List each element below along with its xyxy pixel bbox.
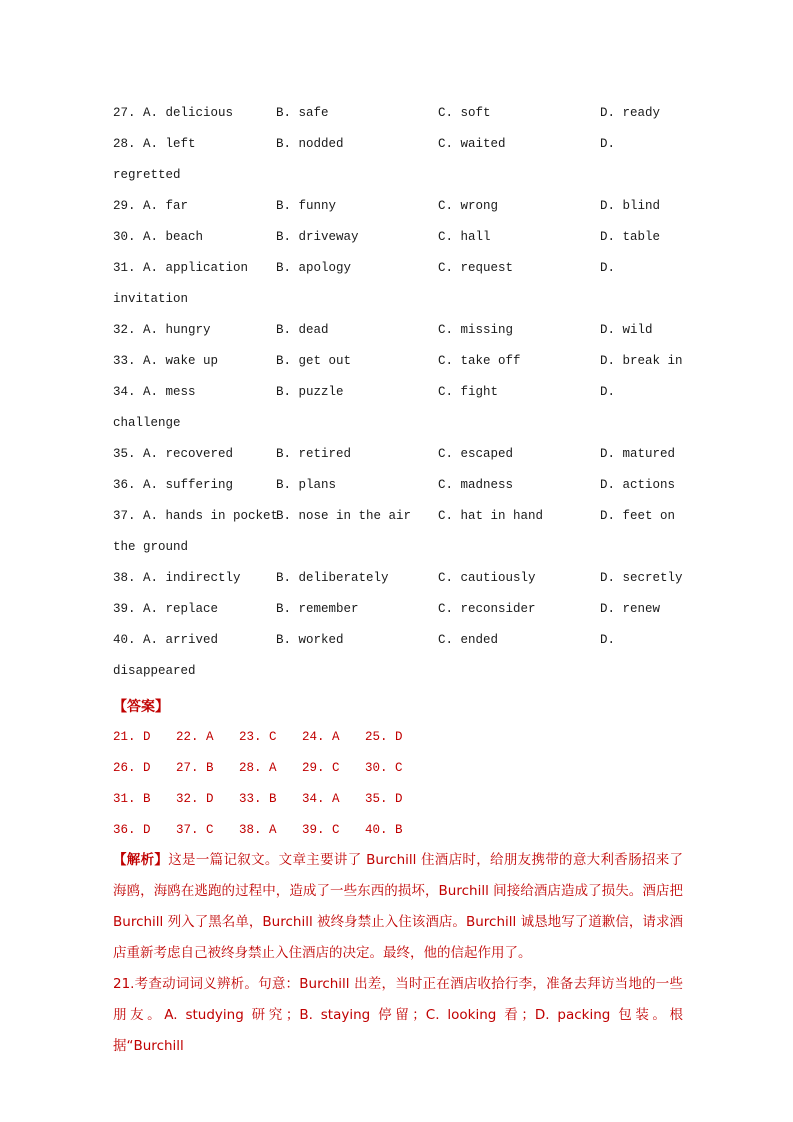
option-b: B. apology: [276, 261, 352, 275]
option-d: D. blind: [600, 199, 661, 213]
option-d: D. ready: [600, 106, 661, 120]
question-row-continuation: [0, 415, 793, 431]
answer-item: 28. A: [239, 761, 277, 775]
question-row: [0, 446, 793, 462]
option-c: C. ended: [438, 633, 499, 647]
answer-item: 25. D: [365, 730, 403, 744]
option-a: 28. A. left: [113, 137, 196, 151]
question-row-continuation: [0, 291, 793, 307]
answer-item: 21. D: [113, 730, 151, 744]
question-row: [0, 105, 793, 121]
option-b: B. puzzle: [276, 385, 344, 399]
answer-item: 34. A: [302, 792, 340, 806]
option-d: D. wild: [600, 323, 653, 337]
answer-item: 30. C: [365, 761, 403, 775]
option-c: C. soft: [438, 106, 491, 120]
question-row: [0, 198, 793, 214]
option-b: B. dead: [276, 323, 329, 337]
option-a: 33. A. wake up: [113, 354, 219, 368]
option-c: C. take off: [438, 354, 521, 368]
option-a: 39. A. replace: [113, 602, 219, 616]
option-a: 36. A. suffering: [113, 478, 234, 492]
answer-item: 35. D: [365, 792, 403, 806]
option-b: B. driveway: [276, 230, 359, 244]
question-row: [0, 260, 793, 276]
option-c: C. reconsider: [438, 602, 536, 616]
option-a: 40. A. arrived: [113, 633, 219, 647]
answer-row: [0, 791, 793, 807]
answer-row: [0, 822, 793, 838]
question-row: [0, 632, 793, 648]
question-row: [0, 477, 793, 493]
answer-heading: 【答案】: [113, 699, 169, 715]
question-row: [0, 601, 793, 617]
option-c: C. fight: [438, 385, 499, 399]
answer-item: 29. C: [302, 761, 340, 775]
answer-item: 27. B: [176, 761, 214, 775]
option-b: B. retired: [276, 447, 352, 461]
option-a: 37. A. hands in pocket: [113, 509, 279, 523]
option-c: C. wrong: [438, 199, 499, 213]
question-row: [0, 384, 793, 400]
option-d-continued: the ground: [113, 540, 189, 554]
question-row: [0, 229, 793, 245]
option-b: B. nose in the air: [276, 509, 412, 523]
answer-row: [0, 760, 793, 776]
analysis-text: 这是一篇记叙文。文章主要讲了 Burchill 住酒店时，给朋友携带的意大利香肠招来了海鸥，海鸥在逃跑的过程中，造成了一些东西的损坏，Burchill 间接给酒店造成了损失。酒店把 Burchill 列入了黑名单，Burchill 被终身禁止入住该酒店。Burchill 诚恳地写了道歉信，请求酒店重新考虑自己被终身禁止入住酒店的决定。最终，他的信起作用了。: [113, 852, 684, 961]
option-d: D. renew: [600, 602, 661, 616]
option-d: D. secretly: [600, 571, 683, 585]
option-d-continued: regretted: [113, 168, 181, 182]
option-d: D. feet on: [600, 509, 676, 523]
answer-item: 32. D: [176, 792, 214, 806]
option-b: B. worked: [276, 633, 344, 647]
analysis-paragraph: [113, 845, 683, 969]
answer-item: 33. B: [239, 792, 277, 806]
option-d-continued: challenge: [113, 416, 181, 430]
question-row: [0, 136, 793, 152]
option-a: 29. A. far: [113, 199, 189, 213]
answer-item: 38. A: [239, 823, 277, 837]
option-d: D. break in: [600, 354, 683, 368]
option-c: C. request: [438, 261, 514, 275]
option-b: B. nodded: [276, 137, 344, 151]
option-b: B. safe: [276, 106, 329, 120]
option-a: 31. A. application: [113, 261, 249, 275]
option-d-continued: invitation: [113, 292, 189, 306]
option-d: D.: [600, 385, 616, 399]
option-b: B. remember: [276, 602, 359, 616]
option-c: C. hat in hand: [438, 509, 544, 523]
option-d: D.: [600, 261, 616, 275]
question-row: [0, 570, 793, 586]
option-a: 38. A. indirectly: [113, 571, 241, 585]
option-d: D. table: [600, 230, 661, 244]
question-row-continuation: [0, 539, 793, 555]
option-c: C. escaped: [438, 447, 514, 461]
option-b: B. deliberately: [276, 571, 389, 585]
option-a: 27. A. delicious: [113, 106, 234, 120]
option-b: B. plans: [276, 478, 337, 492]
answer-item: 36. D: [113, 823, 151, 837]
answer-item: 40. B: [365, 823, 403, 837]
option-d: D.: [600, 633, 616, 647]
question-row: [0, 353, 793, 369]
answer-item: 37. C: [176, 823, 214, 837]
option-b: B. get out: [276, 354, 352, 368]
option-a: 30. A. beach: [113, 230, 204, 244]
option-d: D. actions: [600, 478, 676, 492]
explanation-21: 21.考查动词词义辨析。句意：Burchill 出差，当时正在酒店收拾行李，准备去拜访当地的一些朋友。A. studying 研究；B. staying 停留；C. looking 看；D. packing 包装。根据“Burchill: [113, 976, 683, 1054]
option-b: B. funny: [276, 199, 337, 213]
option-c: C. hall: [438, 230, 491, 244]
option-d: D.: [600, 137, 616, 151]
option-a: 34. A. mess: [113, 385, 196, 399]
option-a: 32. A. hungry: [113, 323, 211, 337]
option-a: 35. A. recovered: [113, 447, 234, 461]
question-row-continuation: [0, 167, 793, 183]
question-row: [0, 322, 793, 338]
option-c: C. madness: [438, 478, 514, 492]
option-c: C. missing: [438, 323, 514, 337]
question-row: [0, 508, 793, 524]
answer-row: [0, 729, 793, 745]
answer-item: 22. A: [176, 730, 214, 744]
answer-item: 26. D: [113, 761, 151, 775]
option-d-continued: disappeared: [113, 664, 196, 678]
analysis-tag: 【解析】: [113, 852, 169, 868]
option-c: C. cautiously: [438, 571, 536, 585]
option-d: D. matured: [600, 447, 676, 461]
answer-item: 23. C: [239, 730, 277, 744]
answer-item: 31. B: [113, 792, 151, 806]
answer-item: 24. A: [302, 730, 340, 744]
question-row-continuation: [0, 663, 793, 679]
answer-item: 39. C: [302, 823, 340, 837]
option-c: C. waited: [438, 137, 506, 151]
